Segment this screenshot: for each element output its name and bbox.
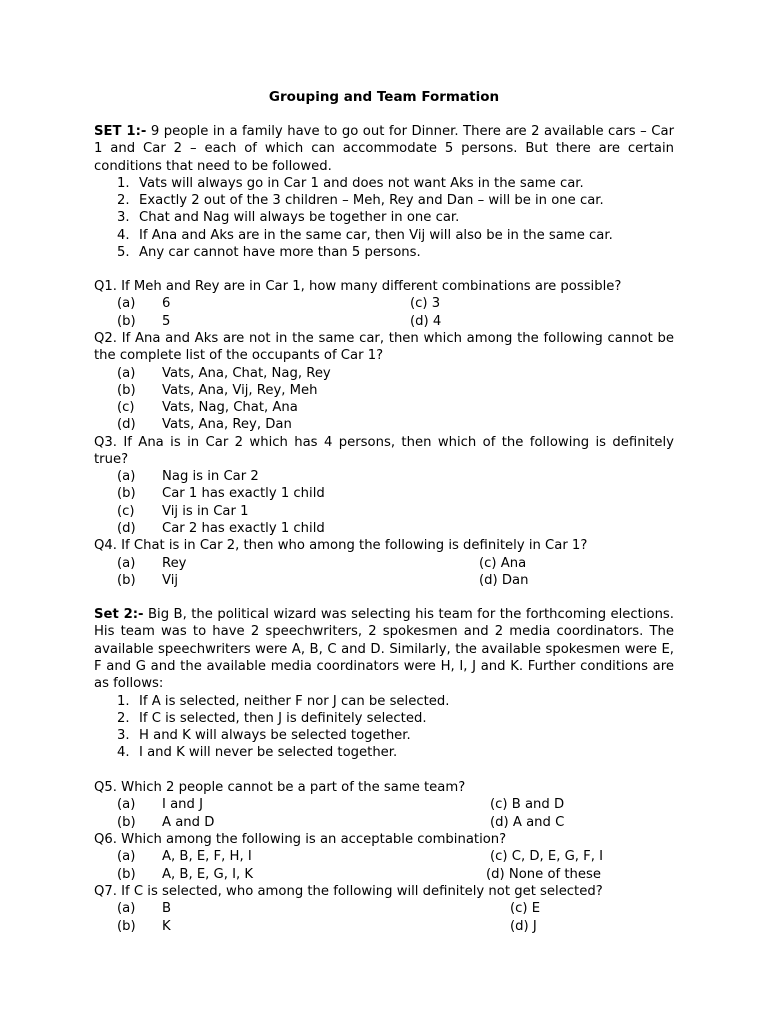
option-text: B (162, 901, 172, 916)
set2-condition-2 (117, 710, 427, 727)
option-text: 5 (162, 314, 171, 329)
condition-text: Chat and Nag will always be together in one car. (139, 210, 460, 225)
option-label: (a) (117, 366, 136, 381)
condition-text: I and K will never be selected together. (139, 745, 398, 760)
q7-option-a (117, 900, 171, 917)
option-text: 6 (162, 296, 171, 311)
option-label: (a) (117, 469, 136, 484)
condition-number: 4. (117, 745, 130, 760)
q7-text: Q7. If C is selected, who among the following will definitely not get selected? (94, 884, 603, 899)
condition-text: If A is selected, neither F nor J can be selected. (139, 694, 450, 709)
set1-intro-text: 9 people in a family have to go out for Dinner. There are 2 available cars – Car 1 and Car 2 – each of which can accommodate 5 persons. But there are certain conditions that need to be followed. (94, 124, 674, 174)
option-text: Vats, Ana, Rey, Dan (162, 417, 292, 432)
q1-option-b (117, 313, 170, 330)
q6-option-c: (c) C, D, E, G, F, I (490, 849, 604, 864)
condition-text: If C is selected, then J is definitely selected. (139, 711, 427, 726)
option-text: I and J (162, 797, 203, 812)
q5-text: Q5. Which 2 people cannot be a part of the same team? (94, 780, 466, 795)
option-label: (b) (117, 486, 136, 501)
option-text: A and D (162, 815, 215, 830)
q5-option-b (117, 814, 214, 831)
q7-option-d: (d) J (510, 919, 537, 934)
q1-option-a (117, 295, 170, 312)
q1-text: Q1. If Meh and Rey are in Car 1, how many different combinations are possible? (94, 279, 622, 294)
page-title: Grouping and Team Formation (268, 89, 500, 105)
q7-option-b (117, 918, 171, 935)
q2-text: Q2. If Ana and Aks are not in the same car, then which among the following cannot be the complete list of the occupants of Car 1? (94, 331, 674, 364)
condition-number: 2. (117, 711, 130, 726)
set2-condition-1 (117, 693, 449, 710)
option-text: Nag is in Car 2 (162, 469, 259, 484)
option-label: (a) (117, 849, 136, 864)
q3-option-c (117, 503, 249, 520)
option-text: Vij is in Car 1 (162, 504, 249, 519)
option-text: A, B, E, F, H, I (162, 849, 252, 864)
q5-option-a (117, 796, 203, 813)
q3-option-b (117, 485, 325, 502)
option-text: Vats, Nag, Chat, Ana (162, 400, 298, 415)
option-text: Vats, Ana, Vij, Rey, Meh (162, 383, 318, 398)
set2-intro (94, 606, 674, 692)
condition-text: Vats will always go in Car 1 and does not want Aks in the same car. (139, 176, 584, 191)
option-text: Vij (162, 573, 179, 588)
option-label: (c) (117, 400, 135, 415)
condition-text: If Ana and Aks are in the same car, then Vij will also be in the same car. (139, 228, 613, 243)
set1-condition-1 (117, 175, 584, 192)
condition-number: 5. (117, 245, 130, 260)
condition-number: 1. (117, 176, 130, 191)
option-text: A, B, E, G, I, K (162, 867, 254, 882)
q1-option-d: (d) 4 (410, 314, 442, 329)
condition-text: Exactly 2 out of the 3 children – Meh, Rey and Dan – will be in one car. (139, 193, 604, 208)
option-text: K (162, 919, 171, 934)
q4-option-b (117, 572, 178, 589)
condition-number: 4. (117, 228, 130, 243)
option-label: (b) (117, 815, 136, 830)
condition-text: H and K will always be selected together. (139, 728, 411, 743)
q2-option-b (117, 382, 318, 399)
set2-condition-3 (117, 727, 411, 744)
q2-option-a (117, 365, 331, 382)
q3-option-a (117, 468, 259, 485)
option-text: Rey (162, 556, 187, 571)
q2-option-d (117, 416, 292, 433)
condition-number: 1. (117, 694, 130, 709)
q1-option-c: (c) 3 (410, 296, 441, 311)
q4-option-a (117, 555, 187, 572)
condition-text: Any car cannot have more than 5 persons. (139, 245, 421, 260)
option-label: (b) (117, 383, 136, 398)
option-label: (a) (117, 556, 136, 571)
q6-option-a (117, 848, 252, 865)
option-label: (c) (117, 504, 135, 519)
option-label: (b) (117, 867, 136, 882)
set1-heading: SET 1:- (94, 124, 147, 139)
option-label: (a) (117, 901, 136, 916)
set2-heading: Set 2:- (94, 607, 144, 622)
condition-number: 3. (117, 728, 130, 743)
option-label: (d) (117, 417, 136, 432)
option-text: Car 1 has exactly 1 child (162, 486, 325, 501)
set2-intro-text: Big B, the political wizard was selecting his team for the forthcoming elections. His team was to have 2 speechwriters, 2 spokesmen and 2 media coordinators. The available speechwriters were A, B, C and D. Similarly, the available spokesmen were E, F and G and the available media coordinators were H, I, J and K. Further conditions are as follows: (94, 607, 674, 692)
q5-option-c: (c) B and D (490, 797, 565, 812)
set1-intro (94, 123, 674, 175)
q3-text: Q3. If Ana is in Car 2 which has 4 persons, then which of the following is definitely true? (94, 435, 674, 468)
option-label: (d) (117, 521, 136, 536)
q6-option-b (117, 866, 253, 883)
q3-option-d (117, 520, 325, 537)
q7-option-c: (c) E (510, 901, 541, 916)
q2-option-c (117, 399, 298, 416)
q4-option-c: (c) Ana (479, 556, 527, 571)
q4-text: Q4. If Chat is in Car 2, then who among the following is definitely in Car 1? (94, 538, 588, 553)
option-label: (a) (117, 797, 136, 812)
option-label: (a) (117, 296, 136, 311)
set1-condition-5 (117, 244, 421, 261)
set1-condition-3 (117, 209, 459, 226)
set2-condition-4 (117, 744, 397, 761)
q4-option-d: (d) Dan (479, 573, 529, 588)
condition-number: 2. (117, 193, 130, 208)
set1-condition-4 (117, 227, 613, 244)
option-text: Vats, Ana, Chat, Nag, Rey (162, 366, 331, 381)
option-text: Car 2 has exactly 1 child (162, 521, 325, 536)
set1-condition-2 (117, 192, 604, 209)
condition-number: 3. (117, 210, 130, 225)
q6-option-d: (d) None of these (486, 867, 601, 882)
option-label: (b) (117, 314, 136, 329)
q5-option-d: (d) A and C (490, 815, 565, 830)
q6-text: Q6. Which among the following is an acceptable combination? (94, 832, 507, 847)
option-label: (b) (117, 573, 136, 588)
option-label: (b) (117, 919, 136, 934)
